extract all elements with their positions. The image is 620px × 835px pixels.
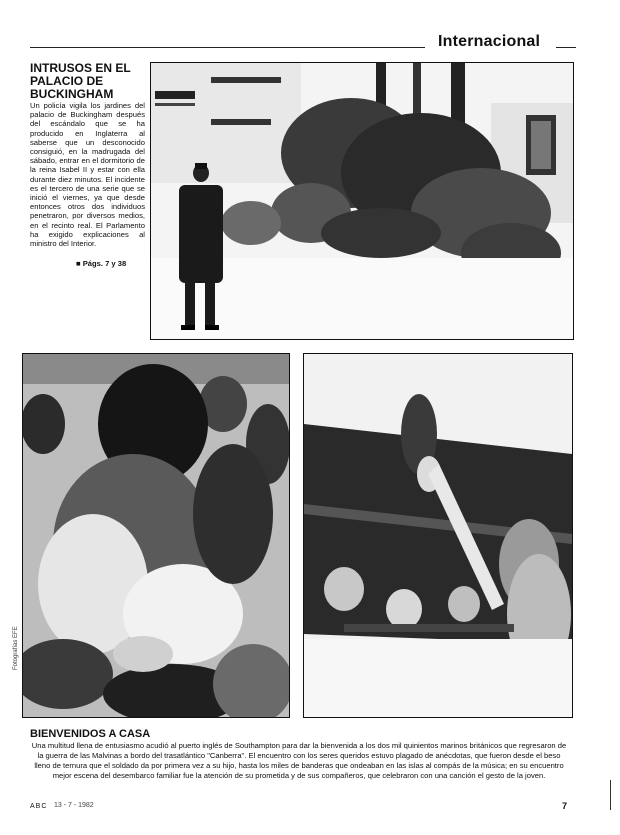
footer-paper: ABC [30,803,48,810]
photo-sailor-embrace [22,353,290,718]
caption-headline: BIENVENIDOS A CASA [30,728,151,740]
article-headline: INTRUSOS EN EL PALACIO DE BUCKINGHAM [30,61,131,101]
caption-body: Una multitud llena de entusiasmo acudió al puerto inglés de Southampton para dar la bienvenida a los dos mil quinientos marinos británicos que regresaron de la guerra de las Malvinas a bordo del trasatlántico "Canberra". El encuentro con los seres queridos estuvo plagado de anécdotas, que fueron desde el beso lleno de ternura que el soldado da por primera vez a su hijo, hasta los miles de banderas que ondeaban en las islas al compás de la música; en su encuentro mejor escena del desembarco familiar fue la atención de su prometida y de sus compañeros, que celebraron con una canción el gesto de la joven. [31,741,567,780]
photo-credit: Fotografías EFE [13,626,19,670]
article-body: Un policía vigila los jardines del palacio de Buckingham después del escándalo que se ha producido en Inglaterra al saberse que un desconocido consiguió, en la madrugada del sábado, entrar en el dormitorio de la reina Isabel II y estar con ella durante diez minutos. El incidente es el tercero de una serie que se inició el viernes, ya que desde entonces otros dos individuos penetraron, por diversos medios, en el recinto real. El Parlamento ha exigido explicaciones al ministro del Interior. [30,101,145,249]
page-number: 7 [562,801,568,811]
section-label: Internacional [438,33,541,50]
page-reference: ■ Págs. 7 y 38 [76,259,127,268]
section-rule-end [556,47,576,48]
section-rule [30,47,425,48]
photo-buckingham-gardens [150,62,574,340]
photo-ship-welcome [303,353,573,718]
footer-date: 13 - 7 - 1982 [54,802,94,809]
margin-mark [610,780,611,810]
